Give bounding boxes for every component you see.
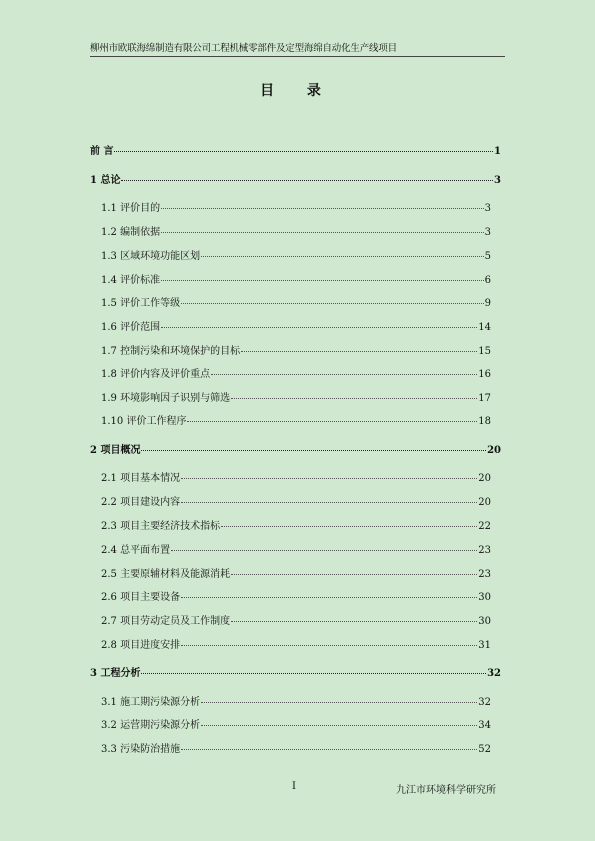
toc-entry-label: 1.5 评价工作等级 (101, 298, 181, 309)
toc-chapter-entry[interactable] (90, 667, 501, 681)
toc-entry-label: 1.1 评价目的 (101, 203, 161, 214)
toc-section-entry[interactable] (101, 591, 491, 605)
toc-entry-label: 2.2 项目建设内容 (101, 497, 181, 508)
toc-section-entry[interactable] (101, 520, 491, 534)
toc-section-entry[interactable] (101, 639, 491, 653)
toc-entry-label: 1.6 评价范围 (101, 322, 161, 333)
toc-entry-page: 3 (484, 227, 491, 238)
toc-dot-leader (181, 502, 477, 503)
toc-entry-page: 22 (478, 521, 491, 532)
toc-dot-leader (181, 597, 477, 598)
toc-section-entry[interactable] (101, 615, 491, 629)
toc-entry-label: 1.10 评价工作程序 (101, 416, 187, 427)
toc-entry-label: 3.1 施工期污染源分析 (101, 697, 201, 708)
toc-dot-leader (241, 351, 477, 352)
footer-organization: 九江市环境科学研究所 (396, 785, 496, 796)
toc-entry-page: 14 (478, 322, 491, 333)
toc-entry-page: 32 (487, 668, 501, 679)
toc-section-entry[interactable] (101, 696, 491, 710)
toc-entry-label: 前 言 (90, 146, 114, 157)
toc-section-entry[interactable] (101, 392, 491, 406)
toc-dot-leader (181, 645, 477, 646)
toc-section-entry[interactable] (101, 226, 491, 240)
toc-entry-page: 20 (478, 497, 491, 508)
toc-dot-leader (114, 151, 493, 152)
toc-dot-leader (221, 526, 477, 527)
toc-section-entry[interactable] (101, 719, 491, 733)
toc-entry-page: 23 (478, 545, 491, 556)
toc-entry-label: 2 项目概况 (90, 445, 141, 456)
toc-entry-page: 1 (494, 146, 501, 157)
toc-section-entry[interactable] (101, 368, 491, 382)
toc-entry-label: 3.2 运营期污染源分析 (101, 720, 201, 731)
toc-dot-leader (161, 327, 477, 328)
toc-entry-label: 1.3 区域环境功能区划 (101, 251, 201, 262)
toc-dot-leader (161, 208, 484, 209)
toc-dot-leader (231, 574, 477, 575)
toc-section-entry[interactable] (101, 202, 491, 216)
toc-section-entry[interactable] (101, 472, 491, 486)
toc-section-entry[interactable] (101, 544, 491, 558)
toc-dot-leader (141, 673, 486, 674)
toc-entry-label: 1.2 编制依据 (101, 227, 161, 238)
toc-dot-leader (161, 280, 484, 281)
toc-dot-leader (121, 180, 493, 181)
toc-entry-page: 5 (484, 251, 491, 262)
toc-entry-label: 2.5 主要原辅材料及能源消耗 (101, 569, 231, 580)
toc-section-entry[interactable] (101, 321, 491, 335)
toc-entry-page: 32 (478, 697, 491, 708)
toc-entry-page: 18 (478, 416, 491, 427)
toc-dot-leader (187, 421, 477, 422)
toc-entry-page: 17 (478, 393, 491, 404)
running-header: 柳州市欧联海绵制造有限公司工程机械零部件及定型海绵自动化生产线项目 (90, 40, 505, 57)
toc-chapter-entry[interactable] (90, 174, 501, 188)
toc-entry-label: 1.8 评价内容及评价重点 (101, 369, 211, 380)
toc-entry-page: 15 (478, 346, 491, 357)
footer-page-number: I (292, 781, 296, 792)
toc-entry-page: 3 (484, 203, 491, 214)
toc-entry-page: 30 (478, 592, 491, 603)
toc-entry-page: 34 (478, 720, 491, 731)
toc-entry-label: 2.7 项目劳动定员及工作制度 (101, 616, 231, 627)
toc-dot-leader (141, 450, 486, 451)
toc-entry-label: 2.1 项目基本情况 (101, 473, 181, 484)
toc-chapter-entry[interactable] (90, 145, 501, 159)
toc-section-entry[interactable] (101, 496, 491, 510)
toc-section-entry[interactable] (101, 297, 491, 311)
toc-dot-leader (201, 702, 477, 703)
toc-entry-label: 2.4 总平面布置 (101, 545, 171, 556)
toc-chapter-entry[interactable] (90, 444, 501, 458)
toc-dot-leader (231, 398, 477, 399)
toc-dot-leader (161, 232, 484, 233)
toc-entry-page: 20 (487, 445, 501, 456)
toc-section-entry[interactable] (101, 274, 491, 288)
toc-entry-label: 1 总论 (90, 175, 121, 186)
toc-section-entry[interactable] (101, 250, 491, 264)
toc-entry-label: 2.8 项目进度安排 (101, 640, 181, 651)
toc-entry-page: 16 (478, 369, 491, 380)
toc-entry-page: 9 (484, 298, 491, 309)
toc-dot-leader (181, 478, 477, 479)
toc-entry-page: 6 (484, 275, 491, 286)
page-title: 目 录 (260, 83, 335, 99)
toc-dot-leader (181, 749, 477, 750)
toc-entry-page: 20 (478, 473, 491, 484)
toc-entry-page: 31 (478, 640, 491, 651)
toc-entry-label: 2.6 项目主要设备 (101, 592, 181, 603)
toc-entry-label: 3.3 污染防治措施 (101, 744, 181, 755)
toc-section-entry[interactable] (101, 743, 491, 757)
toc-entry-label: 1.7 控制污染和环境保护的目标 (101, 346, 241, 357)
toc-entry-page: 23 (478, 569, 491, 580)
toc-dot-leader (171, 550, 477, 551)
toc-entry-label: 1.4 评价标准 (101, 275, 161, 286)
toc-entry-label: 1.9 环境影响因子识别与筛选 (101, 393, 231, 404)
toc-section-entry[interactable] (101, 415, 491, 429)
toc-dot-leader (201, 725, 477, 726)
toc-entry-label: 3 工程分析 (90, 668, 141, 679)
toc-section-entry[interactable] (101, 568, 491, 582)
toc-entry-page: 3 (494, 175, 501, 186)
toc-dot-leader (211, 374, 477, 375)
toc-section-entry[interactable] (101, 345, 491, 359)
toc-dot-leader (231, 621, 477, 622)
toc-dot-leader (181, 303, 484, 304)
toc-entry-page: 52 (478, 744, 491, 755)
toc-entry-page: 30 (478, 616, 491, 627)
toc-entry-label: 2.3 项目主要经济技术指标 (101, 521, 221, 532)
toc-dot-leader (201, 256, 484, 257)
